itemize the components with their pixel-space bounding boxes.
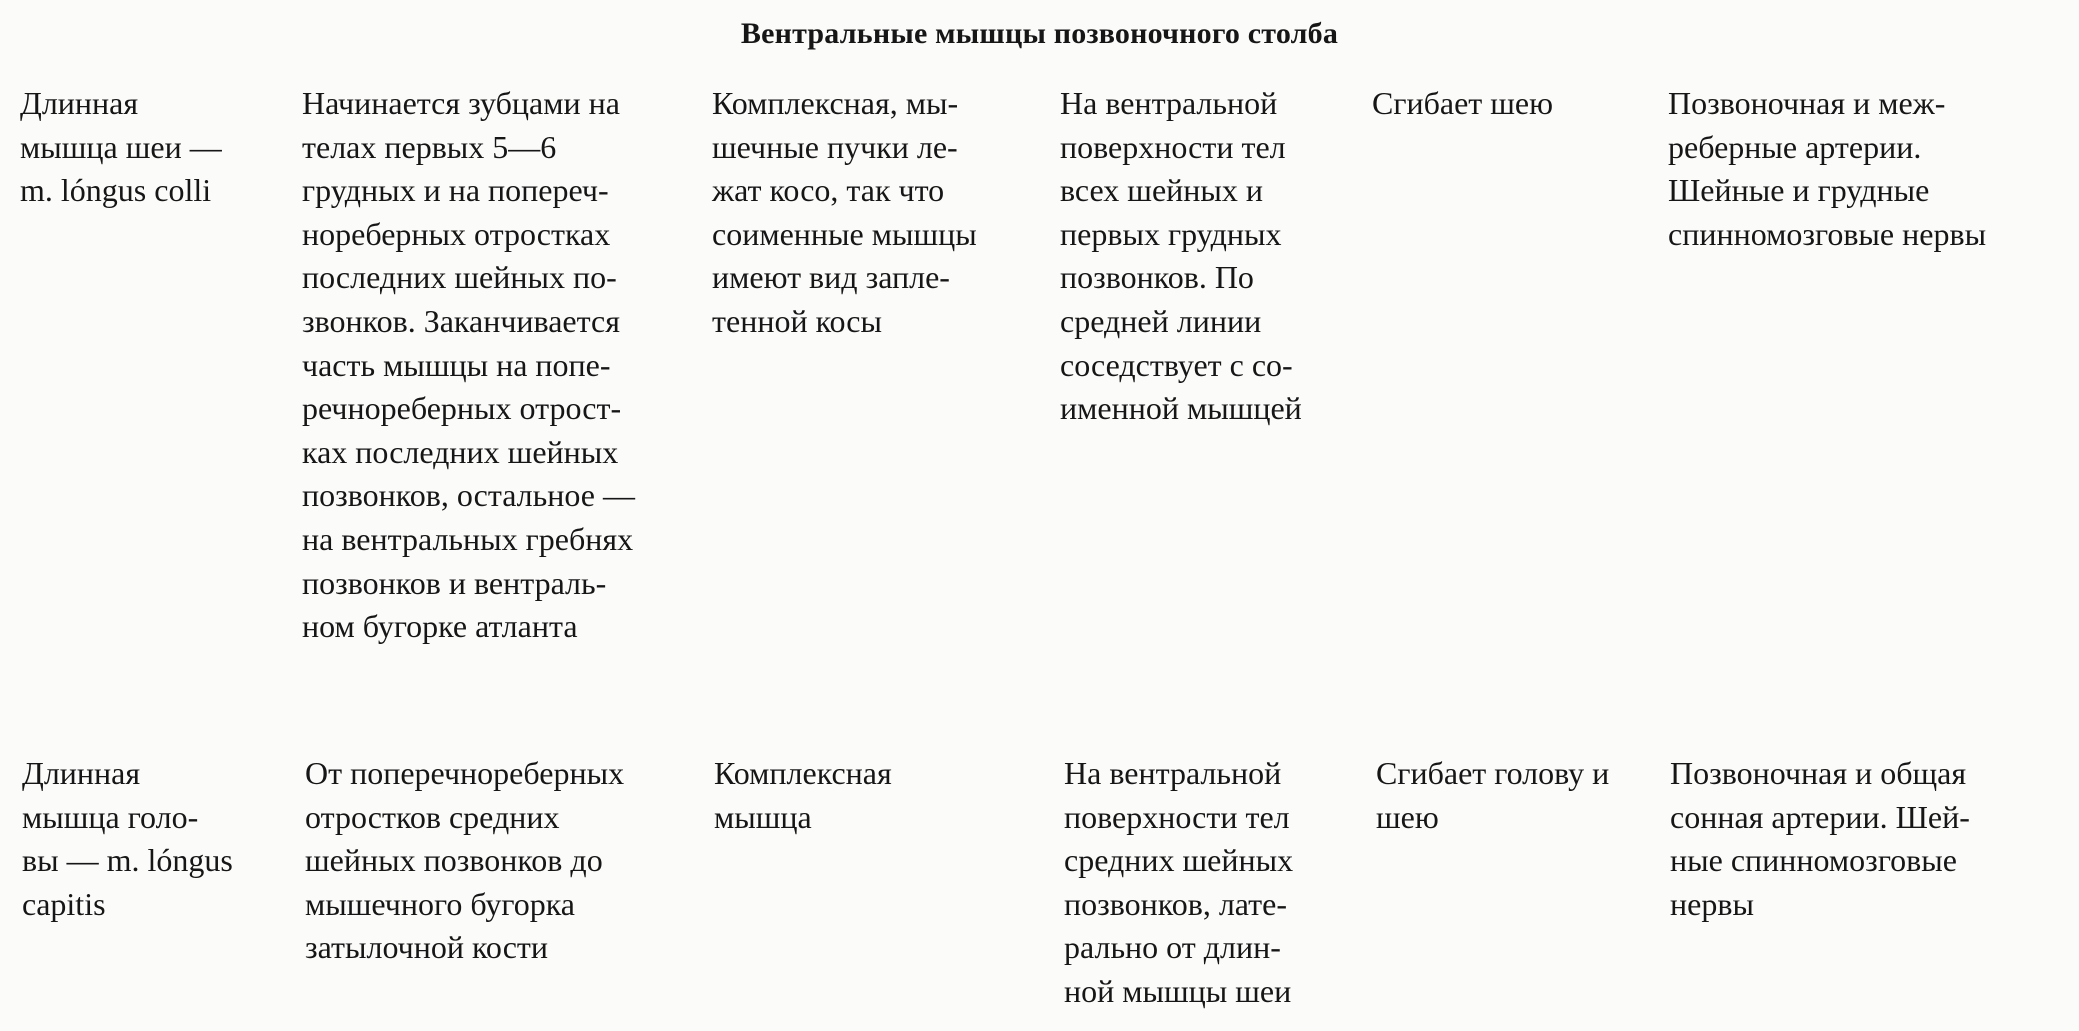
- text-line: мышца шеи —: [20, 128, 222, 165]
- text-line: жат косо, так что: [712, 172, 945, 209]
- text-line: звонков. Заканчивается: [302, 302, 620, 339]
- text-line: m. lóngus colli: [20, 172, 212, 209]
- text-line: реберные артерии.: [1668, 128, 1922, 165]
- location-cell: [1064, 752, 1293, 1014]
- text-line: поверхности тел: [1060, 128, 1286, 165]
- text-line: средних шейных: [1064, 842, 1294, 879]
- text-line: Длинная: [22, 755, 141, 791]
- function-cell: [1376, 752, 1609, 839]
- text-line: шею: [1376, 798, 1439, 835]
- text-line: позвонков, лате-: [1064, 885, 1287, 922]
- text-line: шечные пучки ле-: [712, 128, 958, 165]
- origin-insertion-cell: [305, 752, 624, 970]
- text-line: сонная артерии. Шей-: [1670, 798, 1970, 835]
- text-line: тенной косы: [712, 302, 882, 339]
- text-line: Длинная: [20, 85, 139, 121]
- text-line: речнореберных отрост-: [302, 390, 622, 427]
- text-line: позвонков и вентраль-: [302, 564, 607, 601]
- text-line: ные спинномозговые: [1670, 842, 1957, 879]
- text-line: имеют вид запле-: [712, 259, 950, 296]
- structure-cell: [712, 82, 977, 344]
- text-line: нореберных отростках: [302, 215, 611, 252]
- text-line: Сгибает голову и: [1376, 755, 1610, 791]
- text-line: спинномозговые нервы: [1668, 215, 1987, 252]
- text-line: мышца: [714, 798, 812, 835]
- blood-nerve-supply-cell: [1670, 752, 1970, 926]
- text-line: нервы: [1670, 885, 1754, 922]
- text-line: вы — m. lóngus: [22, 842, 233, 879]
- text-line: поверхности тел: [1064, 798, 1290, 835]
- text-line: соседствует с со-: [1060, 346, 1293, 383]
- structure-cell: [714, 752, 892, 839]
- text-line: соименные мышцы: [712, 215, 977, 252]
- text-line: Сгибает шею: [1372, 85, 1554, 121]
- text-line: затылочной кости: [305, 929, 549, 966]
- text-line: Начинается зубцами на: [302, 85, 620, 121]
- text-line: позвонков, остальное —: [302, 477, 635, 514]
- function-cell: [1372, 82, 1553, 126]
- text-line: ной мышцы шеи: [1064, 972, 1292, 1009]
- text-line: средней линии: [1060, 302, 1262, 339]
- text-line: На вентральной: [1060, 85, 1278, 121]
- text-line: всех шейных и: [1060, 172, 1264, 209]
- text-line: Комплексная: [714, 755, 892, 791]
- muscle-name-cell: [22, 752, 233, 926]
- text-line: позвонков. По: [1060, 259, 1254, 296]
- text-line: Комплексная, мы-: [712, 85, 959, 121]
- text-line: именной мышцей: [1060, 390, 1302, 427]
- text-line: От поперечнореберных: [305, 755, 625, 791]
- text-line: грудных и на попереч-: [302, 172, 609, 209]
- text-line: последних шейных по-: [302, 259, 617, 296]
- text-line: мышечного бугорка: [305, 885, 575, 922]
- text-line: Шейные и грудные: [1668, 172, 1930, 209]
- text-line: первых грудных: [1060, 215, 1282, 252]
- text-line: часть мышцы на попе-: [302, 346, 611, 383]
- blood-nerve-supply-cell: [1668, 82, 1986, 256]
- text-line: телах первых 5—6: [302, 128, 557, 165]
- text-line: на вентральных гребнях: [302, 520, 634, 557]
- table-title: Вентральные мышцы позвоночного столба: [740, 17, 1339, 50]
- origin-insertion-cell: [302, 82, 635, 649]
- text-line: Позвоночная и меж-: [1668, 85, 1946, 121]
- text-line: рально от длин-: [1064, 929, 1281, 966]
- text-line: capitis: [22, 885, 106, 922]
- location-cell: [1060, 82, 1302, 431]
- text-line: ках последних шейных: [302, 433, 619, 470]
- text-line: мышца голо-: [22, 798, 199, 835]
- text-line: шейных позвонков до: [305, 842, 603, 879]
- text-line: Позвоночная и общая: [1670, 755, 1967, 791]
- muscle-name-cell: [20, 82, 222, 213]
- text-line: На вентральной: [1064, 755, 1282, 791]
- text-line: ном бугорке атланта: [302, 608, 578, 645]
- text-line: отростков средних: [305, 798, 560, 835]
